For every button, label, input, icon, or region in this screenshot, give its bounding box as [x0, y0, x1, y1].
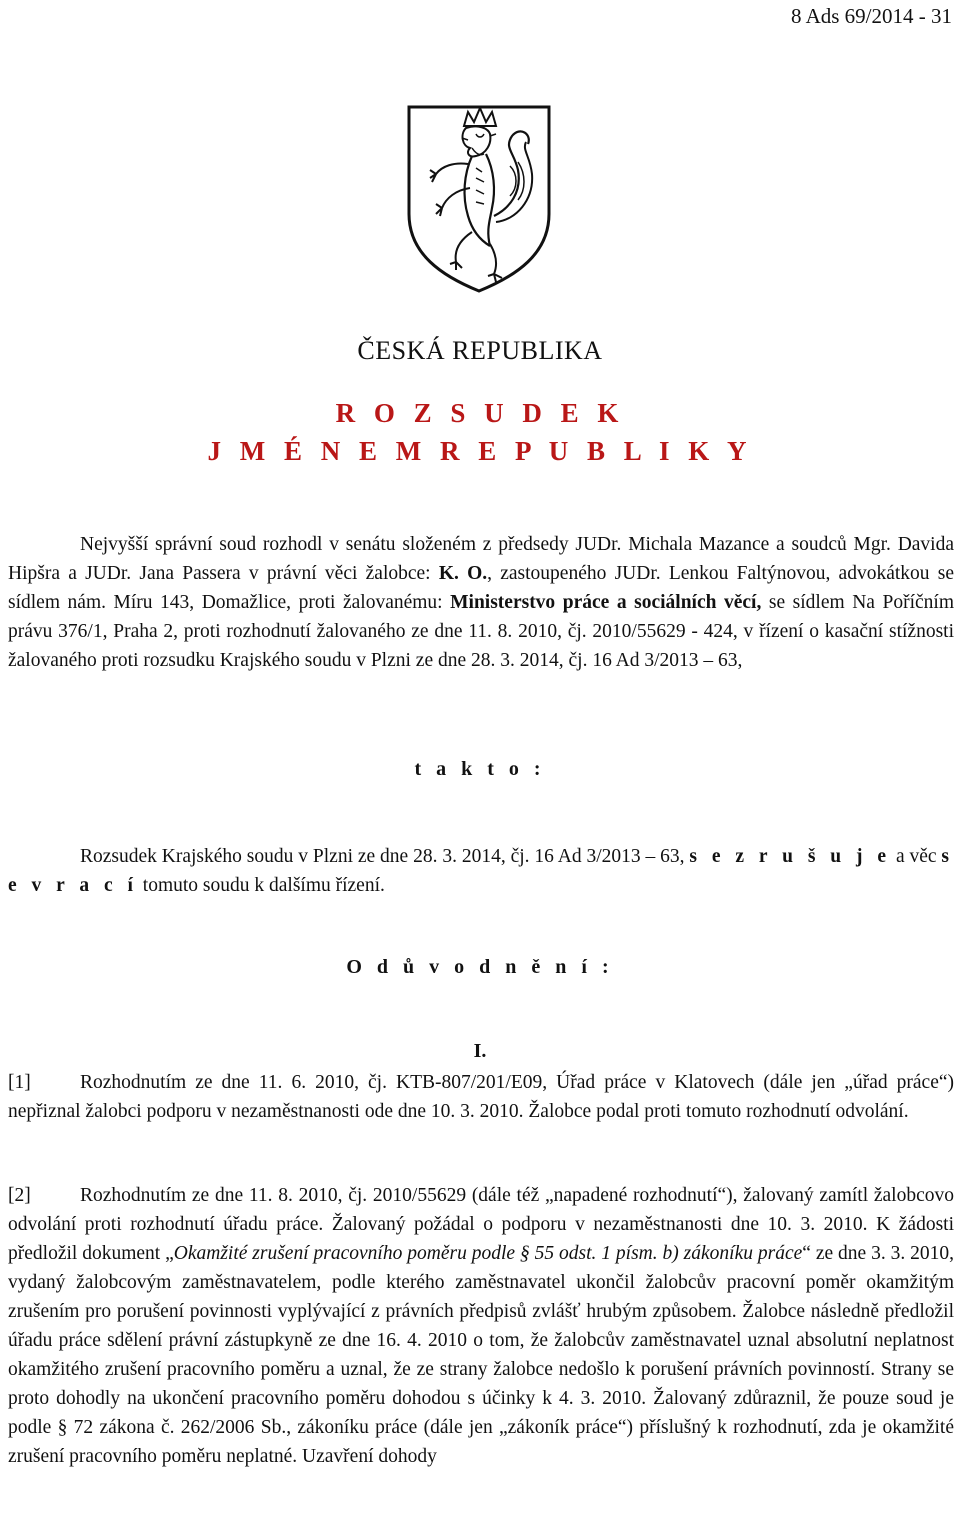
defendant-name: Ministerstvo práce a sociálních věcí, — [450, 592, 762, 613]
intro-paragraph — [8, 530, 954, 675]
intro-text-2: , zastoupeného JUDr. Lenkou Faltýnovou, advokátkou se sídlem nám. Míru 143, Domažlice, proti žalovanému: — [8, 563, 954, 613]
intro-text-1: Nejvyšší správní soud rozhodl v senátu složeném z předsedy JUDr. Michala Mazance a soudců Mgr. Davida Hipšra a JUDr. Jana Passera v právní věci žalobce: — [8, 534, 954, 584]
paragraph-2-text-b: “ ze dne 3. 3. 2010, vydaný žalobcovým zaměstnavatelem, podle kterého zaměstnavatel ukončil žalobcův pracovní poměr okamžitým zrušením pro porušení povinnosti vyplývající z právních předpisů zvlášť hrubým způsobem. Žalobce následně předložil úřadu práce sdělení právní zástupkyně ze dne 16. 4. 2010 o tom, že žalobcův zaměstnavatel uznal absolutní neplatnost okamžitého zrušení pracovního poměru a uznal, že ze strany žalobce nedošlo k porušení právních povinností. Strany se proto dohodly na ukončení pracovního poměru dohodou s účinky k 4. 3. 2010. Žalovaný zdůraznil, že pouze soud je podle § 72 zákona č. 262/2006 Sb., zákoníku práce (dále jen „zákoník práce“) příslušný k rozhodnutí, zda je okamžité zrušení pracovního poměru neplatné. Uzavření dohody — [8, 1243, 954, 1467]
ruling-end: tomuto soudu k dalšímu řízení. — [137, 875, 385, 896]
paragraph-2-document-title: Okamžité zrušení pracovního poměru podle § 55 odst. 1 písm. b) zákoníku práce — [173, 1243, 803, 1264]
paragraph-2-text-a: Rozhodnutím ze dne 11. 8. 2010, čj. 2010/55629 (dále též „napadené rozhodnutí“), žalovaný zamítl žalobcovo odvolání proti rozhodnutí úřadu práce. Žalovaný požádal o podporu v nezaměstnanosti dne 10. 3. 2010. K žádosti předložil dokument „ — [8, 1185, 954, 1264]
reasoning-heading: O d ů v o d n ě n í : — [346, 956, 614, 978]
ruling-vraci: s e v r a c í — [8, 846, 955, 896]
paragraph-1 — [8, 1068, 954, 1126]
ruling-text-1: Rozsudek Krajského soudu v Plzni ze dne 28. 3. 2014, čj. 16 Ad 3/2013 – 63, — [80, 846, 685, 867]
paragraph-1-text: Rozhodnutím ze dne 11. 6. 2010, čj. KTB-807/201/E09, Úřad práce v Klatovech (dále jen „úřad práce“) nepřiznal žalobci podporu v nezaměstnanosti ode dne 10. 3. 2010. Žalobce podal proti tomuto rozhodnutí odvolání. — [8, 1072, 954, 1122]
intro-text-3: se sídlem Na Poříčním právu 376/1, Praha 2, proti rozhodnutí žalovaného ze dne 11. 8. 2010, čj. 2010/55629 - 424, v řízení o kasační stížnosti žalovaného proti rozsudku Krajského soudu v Plzni ze dne 28. 3. 2014, čj. 16 Ad 3/2013 – 63, — [8, 592, 954, 671]
czech-lion-coat-of-arms-icon — [406, 104, 552, 294]
ruling-zrusuje: s e z r u š u j e — [689, 846, 892, 867]
ruling-paragraph — [8, 842, 954, 900]
section-number: I. — [473, 1040, 487, 1062]
takto-heading: t a k t o : — [414, 758, 546, 780]
paragraph-2 — [8, 1181, 954, 1471]
paragraph-2-number: [2] — [8, 1185, 31, 1206]
paragraph-1-number: [1] — [8, 1072, 31, 1093]
ruling-mid: a věc — [891, 846, 942, 867]
verdict-title: R O Z S U D E K — [335, 398, 625, 428]
country-title: ČESKÁ REPUBLIKA — [357, 336, 603, 365]
case-reference: 8 Ads 69/2014 - 31 — [790, 4, 952, 28]
plaintiff-name: K. O. — [438, 563, 488, 584]
republic-title: J M É N E M R E P U B L I K Y — [207, 436, 753, 466]
